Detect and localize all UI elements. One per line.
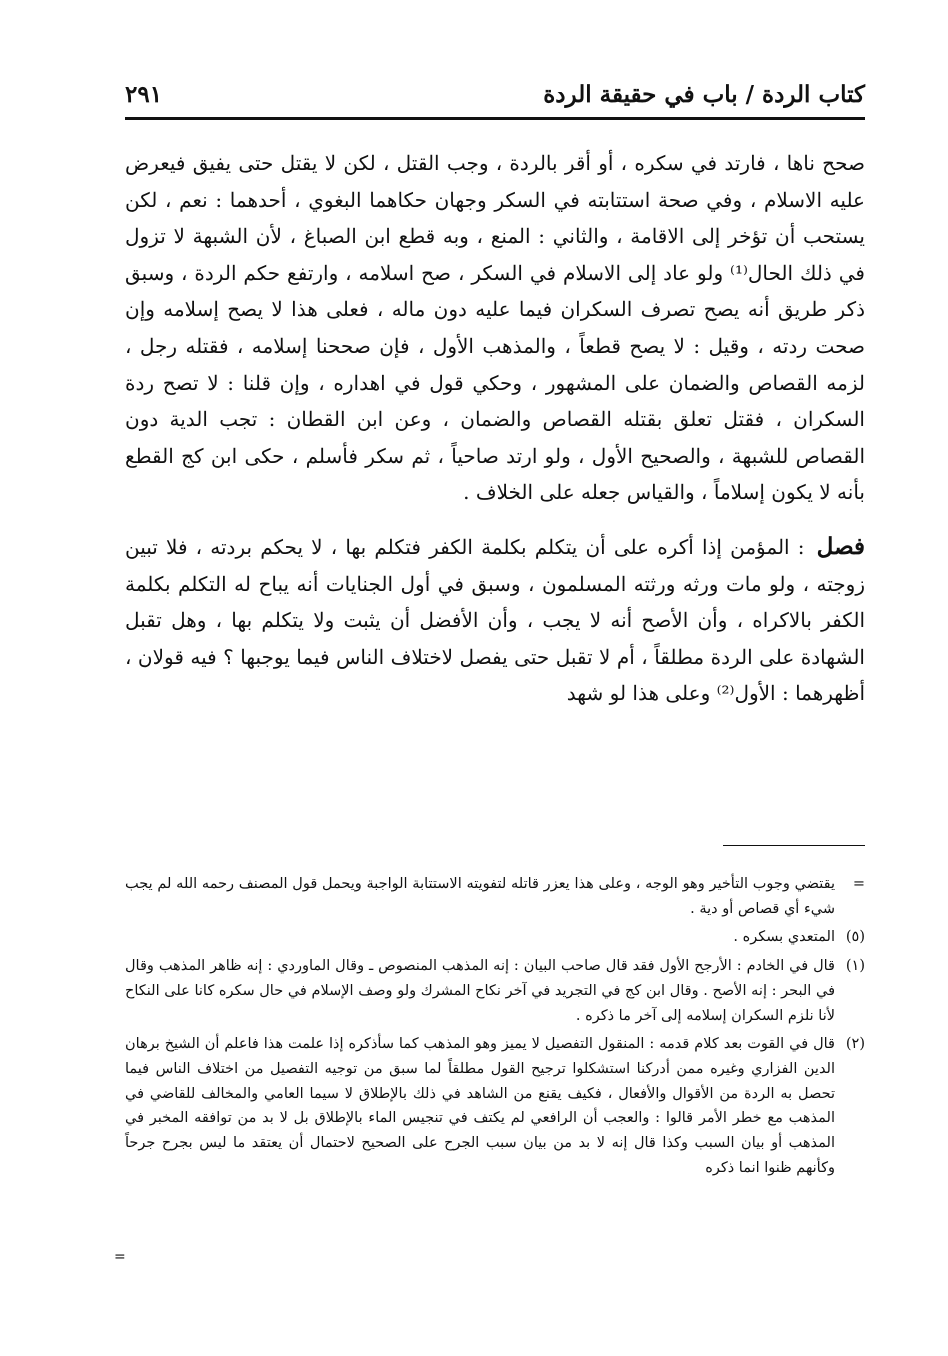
footnote-5 [125,925,865,950]
section-heading-fasl: فصل [816,532,866,560]
header-rule [125,117,865,120]
main-text [125,145,865,712]
paragraph-2 [125,529,865,712]
footnote-separator [723,845,865,846]
footnote-marker: (١) [845,958,865,975]
footnote-2 [125,1032,865,1180]
running-title: كتاب الردة / باب في حقيقة الردة [543,81,865,108]
footnote-text: المتعدي بسكره . [733,929,835,946]
page-number: ٢٩١ [125,81,163,108]
footnote-continued [125,872,865,921]
page-header [125,78,865,112]
footnote-marker: = [852,876,865,892]
footnote-text: قال في الخادم : الأرجح الأول فقد قال صاحب البيان : إنه المذهب المنصوص ـ وقال الماوردي : إنه ظاهر المذهب وقال في البحر : إنه الأصح . وقال ابن كج في التجريد في آخر نكاح المشرك ولو وصف الإسلام في حال سكره كانا على النكاح لأنا نلزم السكران إسلامه إلى آخر ما ذكره . [125,958,835,1024]
footnote-marker: (٢) [845,1036,865,1053]
paragraph-2-text: : المؤمن إذا أكره على أن يتكلم بكلمة الكفر فتكلم بها ، لا يحكم بردته ، فلا تبين زوجته ، ولو مات ورثه ورثته المسلمون ، وسبق في أول الجنايات أنه يباح له التكلم بكلمة الكفر بالاكراه ، وأن الأصح أنه لا يجب ، وأن الأفضل أن يثبت ولا يتكلم بها ، وهل تقبل الشهادة على الردة مطلقاً ، أم لا تقبل حتى يفصل لاختلاف الناس فيما يوجبها ؟ فيه قولان ، أظهرهما : الأول⁽²⁾ وعلى هذا لو شهد [125,534,865,706]
paragraph-1: صحح ناها ، فارتد في سكره ، أو أقر بالردة ، وجب القتل ، لكن لا يقتل حتى يفيق فيعرض عليه الاسلام ، وفي صحة استتابته في السكر وجهان حكاهما البغوي ، أحدهما : نعم ، لكن يستحب أن تؤخر إلى الاقامة ، والثاني : المنع ، وبه قطع ابن الصباغ ، لأن الشبهة لا تزول في ذلك الحال⁽¹⁾ ولو عاد إلى الاسلام في السكر ، صح اسلامه ، وارتفع حكم الردة ، وسبق ذكر طريق أنه يصح تصرف السكران فيما عليه دون ماله ، فعلى هذا لا يصح إسلامه وإن صحت ردته ، وقيل : لا يصح قطعاً ، والمذهب الأول ، فإن صححنا إسلامه ، فقتله رجل ، لزمه القصاص والضمان على المشهور ، وحكي قول في اهداره ، وإن قلنا : لا تصح ردة السكران ، فقتل تعلق بقتله القصاص والضمان ، وعن ابن القطان : تجب الدية دون القصاص للشبهة ، والصحيح الأول ، ولو ارتد صاحياً ، ثم سكر فأسلم ، حكى ابن كج القطع بأنه لا يكون إسلاماً ، والقياس جعله على الخلاف . [125,151,865,505]
footnote-continuation-mark: = [114,1249,126,1265]
footnote-text: يقتضي وجوب التأخير وهو الوجه ، وعلى هذا يعزر قاتله لتفويته الاستتابة الواجبة ويحمل قول المصنف رحمه الله لم يجب شيء أي قصاص أو دية . [125,876,835,917]
footnotes [125,872,865,1184]
footnote-1 [125,954,865,1028]
footnote-marker: (٥) [845,929,865,946]
footnote-text: قال في القوت بعد كلام قدمه : المنقول التفصيل لا يميز وهو المذهب كما سأذكره إذا علمت هذا فاعلم أن الشيخ برهان الدين الفزاري وغيره ممن أدركنا استشكلوا ترجيح القول مطلقاً لما سبق من توجيه التفصيل من اختلاف الناس فيما تحصل به الردة من الأقوال والأفعال ، فكيف يقنع من الشاهد في ذلك بالإطلاق لا سيما العامي والمخالف للقاضي في المذهب مع خطر الأمر قالوا : والعجب أن الرافعي لم يكتف في تنجيس الماء بالإطلاق بل لا بد من توافقه المخبر في المذهب أو بيان السبب وكذا قال إنه لا بد من بيان سبب الجرح على الصحيح لاحتمال أن يعتقد ما ليس بجرح جرحاً وكأنهم ظنوا انما ذكره [125,1036,836,1176]
